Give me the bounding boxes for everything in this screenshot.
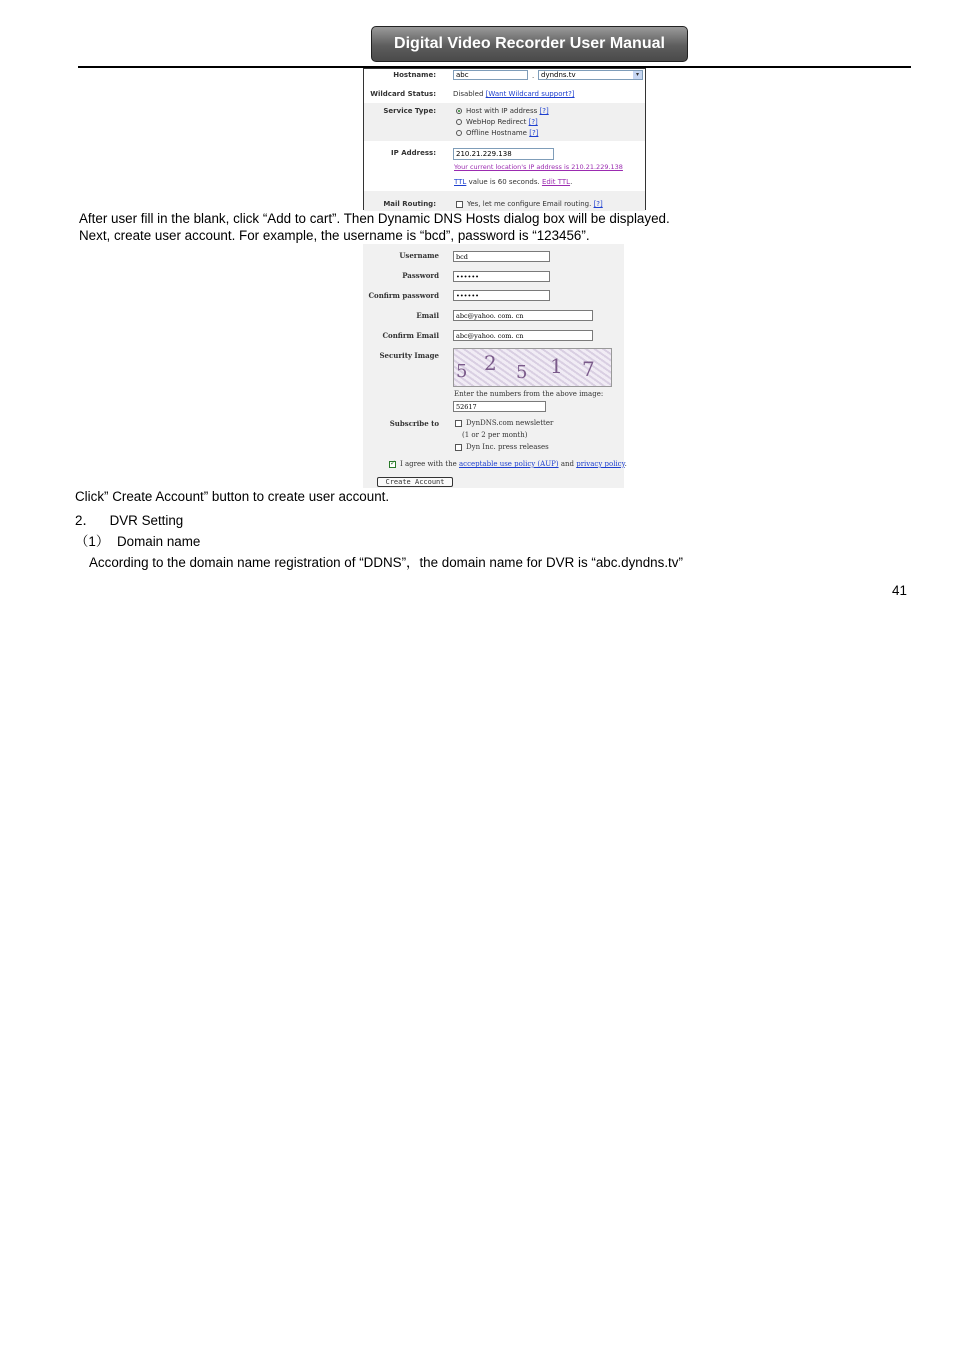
username-input[interactable]: bcd [453, 251, 550, 262]
service-option-label: WebHop Redirect [466, 118, 527, 126]
radio-selected-icon[interactable] [456, 108, 462, 114]
privacy-policy-link[interactable]: privacy policy [576, 460, 625, 468]
section-heading [75, 510, 183, 529]
newsletter-frequency: (1 or 2 per month) [462, 431, 528, 439]
subsection-title: Domain name [116, 534, 201, 549]
service-option-webhop[interactable] [456, 118, 538, 126]
password-label: Password [402, 271, 439, 280]
wildcard-support-link[interactable]: [Want Wildcard support?] [485, 90, 575, 98]
email-input[interactable]: abc@yahoo. com. cn [453, 310, 593, 321]
radio-icon[interactable] [456, 119, 462, 125]
confirm-password-input[interactable]: •••••• [453, 290, 550, 301]
newsletter-option[interactable] [455, 419, 553, 427]
ttl-period: . [570, 178, 573, 186]
newsletter-label: DynDNS.com newsletter [466, 419, 554, 427]
ttl-text: value is 60 seconds. [468, 178, 540, 186]
manual-title-banner: Digital Video Recorder User Manual [371, 26, 688, 62]
create-account-button[interactable]: Create Account [377, 477, 453, 487]
mail-routing-text: Yes, let me configure Email routing. [467, 200, 592, 208]
hostname-input[interactable]: abc [453, 70, 528, 80]
confirm-password-label: Confirm password [368, 291, 439, 300]
wildcard-value: Disabled [453, 90, 484, 98]
section-number: 2． [75, 513, 96, 528]
paragraph-create-account: Next, create user account. For example, the username is “bcd”, password is “123456”. [79, 228, 590, 243]
service-option-offline[interactable] [456, 129, 538, 137]
wildcard-label: Wildcard Status: [370, 90, 436, 98]
hostname-dot: . [532, 72, 535, 80]
captcha-char: 5 [456, 361, 468, 382]
hostname-label: Hostname: [393, 71, 436, 79]
captcha-char: 7 [582, 357, 595, 381]
domain-select[interactable] [538, 70, 643, 80]
chevron-down-icon[interactable]: ▾ [633, 71, 642, 79]
help-link[interactable]: [?] [593, 200, 603, 208]
username-label: Username [399, 251, 439, 260]
agree-text: I agree with the [400, 460, 457, 468]
domain-select-value: dyndns.tv [541, 71, 576, 79]
captcha-prompt: Enter the numbers from the above image: [454, 390, 604, 398]
help-link[interactable]: [?] [539, 107, 549, 115]
service-type-label: Service Type: [383, 107, 436, 115]
help-link[interactable]: [?] [529, 129, 539, 137]
wildcard-status [453, 90, 575, 98]
captcha-char: 2 [484, 351, 497, 375]
ttl-link[interactable]: TTL [454, 178, 467, 186]
captcha-char: 1 [550, 354, 563, 378]
press-releases-option[interactable] [455, 443, 549, 451]
mail-routing-label: Mail Routing: [383, 200, 436, 208]
checkbox-icon[interactable] [455, 420, 462, 427]
email-label: Email [416, 311, 439, 320]
confirm-email-input[interactable]: abc@yahoo. com. cn [453, 330, 593, 341]
paragraph-click-create: Click” Create Account” button to create user account. [75, 489, 390, 504]
aup-link[interactable]: acceptable use policy (AUP) [458, 460, 559, 468]
service-option-label: Host with IP address [466, 107, 538, 115]
captcha-input[interactable]: 52617 [453, 401, 546, 412]
section-title: DVR Setting [109, 513, 184, 528]
service-option-host-ip[interactable] [456, 107, 549, 115]
create-account-screenshot [363, 244, 627, 488]
page-number: 41 [892, 583, 907, 598]
agree-terms-option[interactable] [389, 460, 627, 468]
captcha-image [453, 348, 612, 387]
agree-period: . [624, 460, 627, 468]
ttl-line [454, 178, 572, 186]
subscribe-label: Subscribe to [389, 419, 439, 428]
checkbox-icon[interactable] [455, 444, 462, 451]
service-option-label: Offline Hostname [466, 129, 527, 137]
checkbox-checked-icon[interactable] [389, 461, 396, 468]
paragraph-domain-name: According to the domain name registration of “DDNS”，the domain name for DVR is “abc.dyndns.tv” [89, 555, 683, 570]
password-input[interactable]: •••••• [453, 271, 550, 282]
hostname-form-screenshot [363, 68, 646, 210]
checkbox-icon[interactable] [456, 201, 463, 208]
subsection-heading [75, 531, 200, 550]
mail-routing-option[interactable] [456, 200, 603, 208]
confirm-email-label: Confirm Email [382, 331, 439, 340]
help-link[interactable]: [?] [528, 118, 538, 126]
radio-icon[interactable] [456, 130, 462, 136]
subsection-number: （1） [75, 534, 110, 549]
current-ip-note[interactable]: Your current location's IP address is 210.21.229.138 [454, 163, 623, 171]
security-image-label: Security Image [379, 351, 439, 360]
ip-address-label: IP Address: [391, 149, 436, 157]
press-releases-label: Dyn Inc. press releases [466, 443, 549, 451]
ip-address-input[interactable]: 210.21.229.138 [453, 148, 554, 160]
and-text: and [560, 460, 574, 468]
paragraph-add-to-cart: After user fill in the blank, click “Add to cart”. Then Dynamic DNS Hosts dialog box will be displayed. [79, 211, 670, 226]
edit-ttl-link[interactable]: Edit TTL [541, 178, 571, 186]
captcha-char: 5 [516, 362, 528, 383]
